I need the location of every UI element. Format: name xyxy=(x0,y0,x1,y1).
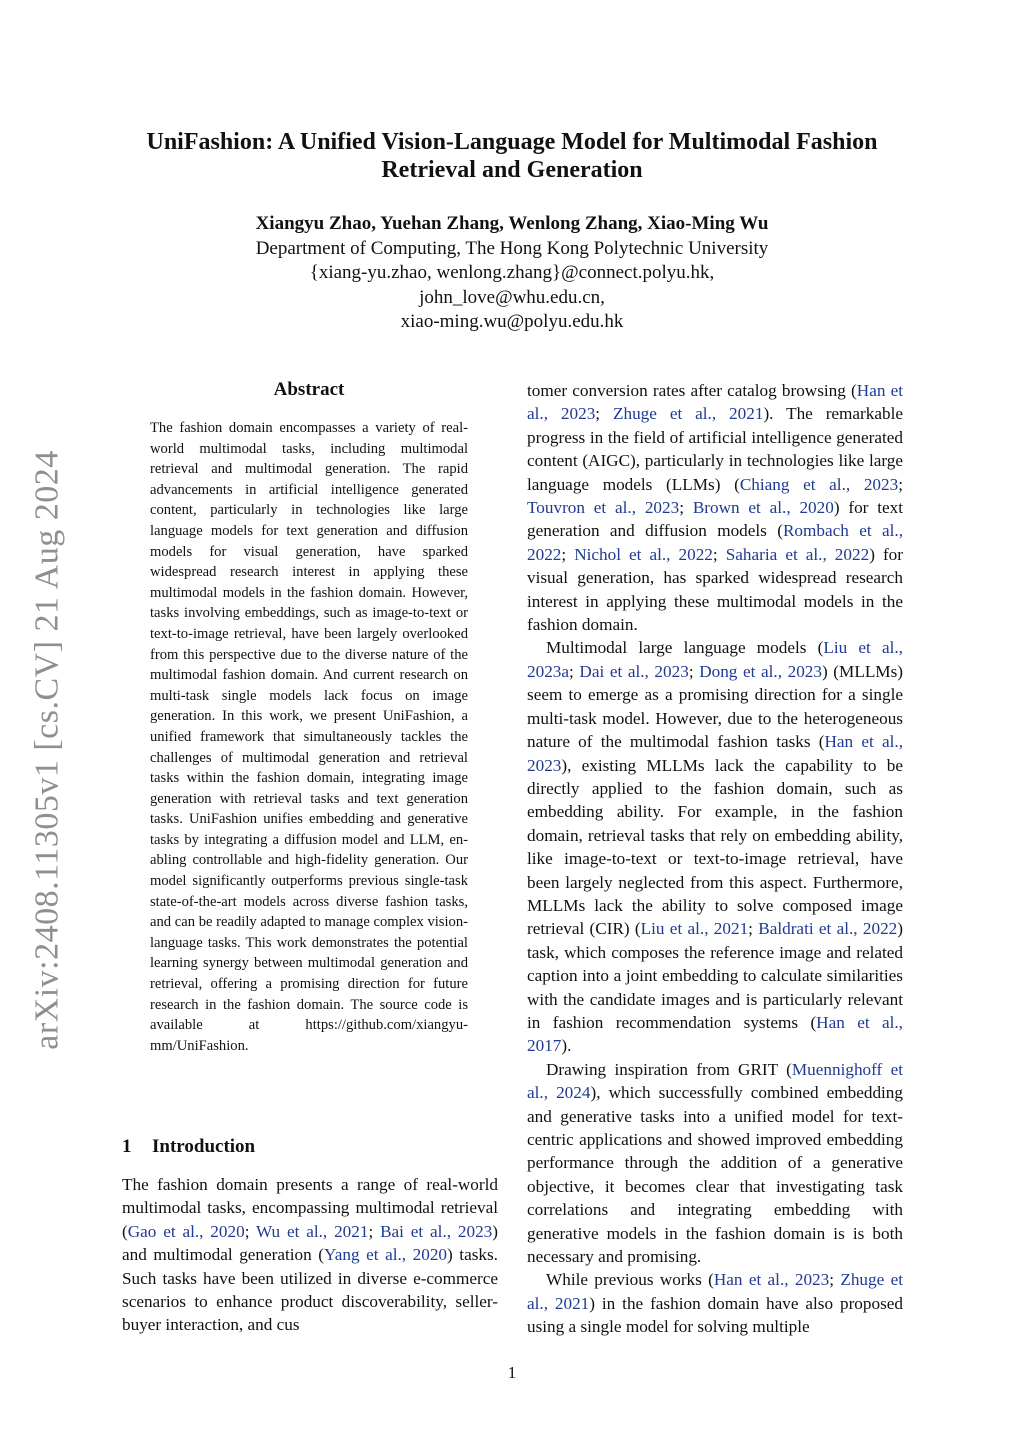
citation-link[interactable]: Saharia et al., 2022 xyxy=(725,544,870,564)
intro-paragraph-mllm xyxy=(527,636,903,1057)
text-run: ; xyxy=(712,544,726,564)
citation-link[interactable]: Liu et al., 2021 xyxy=(640,919,749,939)
text-run: The fashion domain presents a range of real-world multimodal tasks, encompassing multimodal retrieval ( xyxy=(122,1175,498,1241)
text-run: ; xyxy=(561,544,575,564)
text-run: ; xyxy=(569,661,580,681)
left-column-body xyxy=(122,1173,498,1337)
author-block xyxy=(150,212,874,335)
title-line-2: Retrieval and Generation xyxy=(381,157,643,183)
text-run: ), existing MLLMs lack the capability to be directly applied to the fashion domain, such as embedding ability. For example, in the fashion domain, retrieval tasks that rely on embedding ability, like image-to-text or text-to-image retrieval, have been largely neglected from this aspect. Furthermore, MLLMs lack the ability to solve composed image retrieval (CIR) ( xyxy=(527,755,903,939)
section-title: Introduction xyxy=(152,1136,256,1157)
text-run: ) task, which composes the reference image and related caption into a joint embedding to calculate similarities with the candidate images and is particularly relevant in fashion recommendation systems ( xyxy=(527,919,903,1032)
abstract-text: The fashion domain encompasses a variety of real-world multimodal tasks, including multimodal retrieval and multimodal generation. The rapid advancements in artificial intelligence generated content, particularly in technologies like large language models for text generation and diffusion models for visual generation, have sparked widespread research interest in applying these multimodal models in the fashion domain. However, tasks involving embeddings, such as image-to-text or text-to-image retrieval, have been largely overlooked from this perspective due to the diverse nature of the multimodal fashion domain. And current research on multi-task single models lack focus on image generation. In this work, we present UniFashion, a unified framework that simultaneously tackles the challenges of multimodal generation and retrieval tasks within the fashion domain, integrating image generation with retrieval tasks and text generation tasks. UniFashion unifies embedding and generative tasks by integrating a diffusion model and LLM, enabling controllable and high-fidelity generation. Our model significantly outperforms previous single-task state-of-the-art models across diverse fashion tasks, and can be readily adapted to manage complex vision-language tasks. This work demonstrates the potential learning synergy between multimodal generation and retrieval, offering a promising direction for future research in the fashion domain. The source code is available at https://github.com/xiangyumm/UniFashion. xyxy=(150,420,468,1054)
text-run: Multimodal large language models ( xyxy=(546,638,824,658)
text-run: Drawing inspiration from GRIT ( xyxy=(546,1059,792,1079)
citation-link[interactable]: Muennighoff et al., 2024 xyxy=(527,1059,904,1103)
citation-link[interactable]: Gao et al., 2020 xyxy=(127,1221,245,1241)
citation-link[interactable]: Rombach et al., 2022 xyxy=(527,521,903,564)
text-run: While previous works ( xyxy=(546,1270,714,1290)
text-run: ). The remarkable progress in the field of artificial intelligence generated content (AIGC), particularly in technologies like large language models (LLMs) ( xyxy=(527,404,903,494)
paper-title xyxy=(100,128,924,184)
author-names: Xiangyu Zhao, Yuehan Zhang, Wenlong Zhang, Xiao-Ming Wu xyxy=(255,213,769,234)
right-column-body xyxy=(527,379,903,1339)
section-number: 1 xyxy=(122,1136,132,1157)
citation-link[interactable]: Han et al., 2023 xyxy=(527,732,903,775)
text-run: ) for text generation and diffusion models ( xyxy=(527,498,903,541)
text-run: ; xyxy=(688,661,700,681)
section-heading-introduction xyxy=(122,1135,498,1159)
citation-link[interactable]: Zhuge et al., 2021 xyxy=(527,1270,903,1313)
email-line-3: xiao-ming.wu@polyu.edu.hk xyxy=(400,311,624,332)
text-run: ; xyxy=(748,919,759,939)
text-run: ) in the fashion domain have also proposed using a single model for solving multiple xyxy=(527,1293,903,1337)
arxiv-identifier: arXiv:2408.11305v1 [cs.CV] 21 Aug 2024 xyxy=(29,450,67,1050)
abstract-heading: Abstract xyxy=(273,379,345,400)
text-run: ; xyxy=(679,498,693,518)
text-run: ) and multimodal generation ( xyxy=(122,1221,498,1265)
citation-link[interactable]: Han et al., 2023 xyxy=(527,381,903,424)
intro-paragraph-previous-works xyxy=(527,1268,903,1338)
citation-link[interactable]: Nichol et al., 2022 xyxy=(574,544,713,564)
intro-paragraph-grit xyxy=(527,1058,903,1269)
citation-link[interactable]: Baldrati et al., 2022 xyxy=(758,919,898,939)
text-run: ) tasks. Such tasks have been utilized in diverse e-commerce scenarios to enhance product discoverability, seller-buyer interaction, and cus xyxy=(122,1245,498,1335)
page-number: 1 xyxy=(507,1363,517,1382)
arxiv-side-stamp xyxy=(18,440,78,1060)
citation-link[interactable]: Dai et al., 2023 xyxy=(579,661,689,681)
email-line-2: john_love@whu.edu.cn, xyxy=(419,286,605,308)
citation-link[interactable]: Bai et al., 2023 xyxy=(380,1221,493,1241)
text-run: ; xyxy=(368,1221,381,1241)
citation-link[interactable]: Chiang et al., 2023 xyxy=(739,474,899,494)
citation-link[interactable]: Han et al., 2023 xyxy=(713,1270,830,1290)
text-run: ; xyxy=(595,404,613,424)
citation-link[interactable]: Wu et al., 2021 xyxy=(256,1221,369,1241)
text-run: ; xyxy=(244,1221,256,1241)
email-line-1: {xiang-yu.zhao, wenlong.zhang}@connect.polyu.hk, xyxy=(309,262,715,283)
text-run: ; xyxy=(898,474,903,494)
text-run: ) (MLLMs) seem to emerge as a promising direction for a single multi-task model. However, due to the heterogeneous nature of the multimodal fashion tasks ( xyxy=(527,661,904,752)
citation-link[interactable]: Yang et al., 2020 xyxy=(324,1245,448,1265)
text-run: ). xyxy=(561,1036,572,1056)
title-line-1: UniFashion: A Unified Vision-Language Model for Multimodal Fashion xyxy=(146,129,878,155)
citation-link[interactable]: Han et al., 2017 xyxy=(527,1012,903,1056)
intro-paragraph-continued xyxy=(527,379,903,636)
citation-link[interactable]: Zhuge et al., 2021 xyxy=(613,404,764,424)
affiliation: Department of Computing, The Hong Kong Polytechnic University xyxy=(255,237,769,259)
text-run: ), which successfully combined embedding and generative tasks into a unified model for text-centric applications and showed improved embedding performance through the addition of a generative objective, it becomes clear that investigating task correlations and integrating embedding with generative models in the fashion domain is is both necessary and promising. xyxy=(527,1083,903,1267)
citation-link[interactable]: Dong et al., 2023 xyxy=(699,661,822,681)
citation-link[interactable]: Touvron et al., 2023 xyxy=(527,498,680,518)
citation-link[interactable]: Brown et al., 2020 xyxy=(692,498,834,518)
intro-paragraph-1 xyxy=(122,1173,498,1337)
text-run: tomer conversion rates after catalog browsing ( xyxy=(527,381,857,400)
text-run: ) for visual generation, has sparked widespread research interest in applying these multimodal models in the fashion domain. xyxy=(527,544,903,635)
citation-link[interactable]: Liu et al., 2023a xyxy=(527,638,903,681)
text-run: ; xyxy=(829,1270,841,1290)
